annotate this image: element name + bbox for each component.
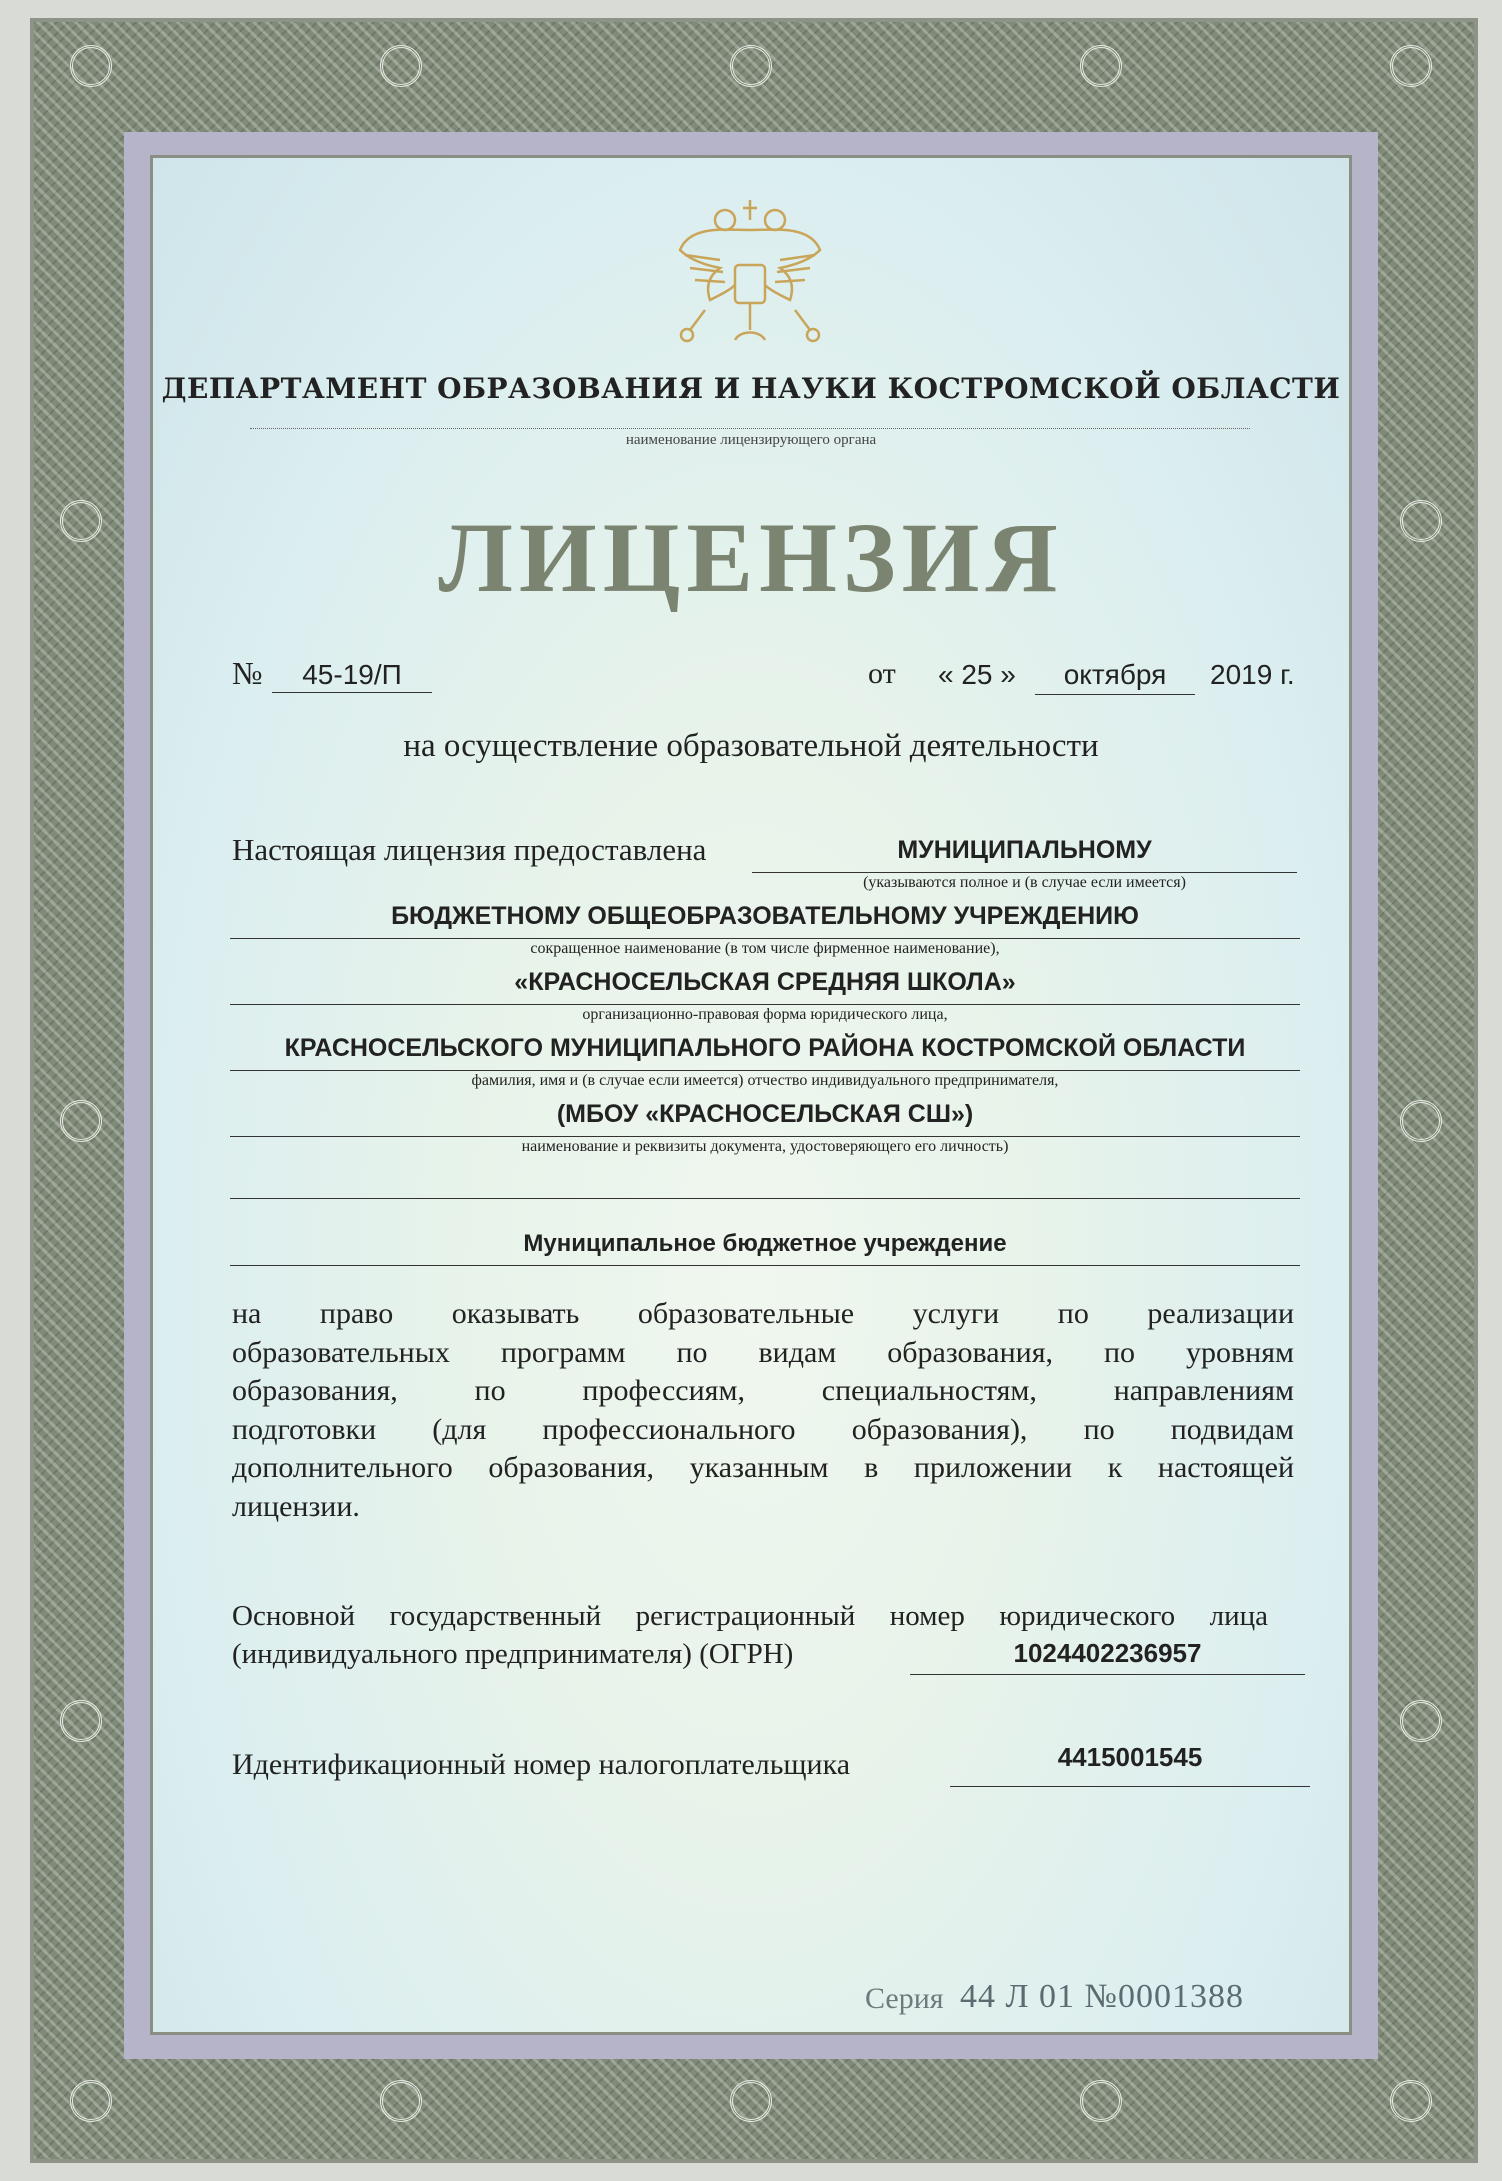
grantee-line-2: БЮДЖЕТНОМУ ОБЩЕОБРАЗОВАТЕЛЬНОМУ УЧРЕЖДЕНИЮ (391, 902, 1139, 930)
number-underline (272, 692, 432, 693)
border-ornament (730, 45, 772, 87)
date-prefix: от (868, 657, 896, 690)
grantee-line-5: (МБОУ «КРАСНОСЕЛЬСКАЯ СШ») (556, 1100, 974, 1128)
rights-line: образовательных программ по видам образования, по уровням (232, 1335, 1294, 1369)
org-form-underline (230, 1265, 1300, 1266)
border-ornament (1080, 45, 1122, 87)
border-ornament (1400, 1100, 1442, 1142)
grantee-line-1: МУНИЦИПАЛЬНОМУ (897, 836, 1152, 864)
date-year: 2019 г. (1210, 659, 1295, 690)
grantee-underline-1 (752, 872, 1297, 873)
border-ornament (60, 1700, 102, 1742)
border-ornament (380, 45, 422, 87)
rights-line: лицензии. (232, 1489, 360, 1523)
coat-of-arms-icon (665, 190, 835, 360)
grantee-caption-1: (указываются полное и (в случае если имеется) (863, 874, 1186, 891)
border-ornament (1390, 2080, 1432, 2122)
grantee-caption-5: наименование и реквизиты документа, удостоверяющего его личность) (521, 1138, 1009, 1155)
grantee-underline-5 (230, 1136, 1300, 1137)
grantee-caption-3: организационно-правовая форма юридического лица, (582, 1006, 948, 1023)
border-ornament (730, 2080, 772, 2122)
date-day: « 25 » (938, 659, 1016, 690)
license-number: 45-19/П (302, 659, 402, 690)
document-title: ЛИЦЕНЗИЯ (438, 502, 1064, 613)
border-ornament (1400, 1700, 1442, 1742)
border-ornament (70, 2080, 112, 2122)
inn-label: Идентификационный номер налогоплательщика (232, 1748, 851, 1781)
border-ornament (1080, 2080, 1122, 2122)
ogrn-label-line-2: (индивидуального предпринимателя) (ОГРН) (232, 1638, 794, 1670)
ogrn-value: 1024402236957 (1013, 1638, 1202, 1668)
grantee-intro: Настоящая лицензия предоставлена (232, 832, 707, 867)
grantee-underline-2 (230, 938, 1300, 939)
grantee-caption-2: сокращенное наименование (в том числе фирменное наименование), (530, 940, 1000, 957)
month-underline (1035, 694, 1195, 695)
border-ornament (1400, 500, 1442, 542)
grantee-underline-6 (230, 1198, 1300, 1199)
border-ornament (70, 45, 112, 87)
rights-line: подготовки (для профессионального образования), по подвидам (232, 1412, 1294, 1446)
grantee-line-3: «КРАСНОСЕЛЬСКАЯ СРЕДНЯЯ ШКОЛА» (514, 968, 1016, 996)
grantee-underline-4 (230, 1070, 1300, 1071)
border-ornament (380, 2080, 422, 2122)
border-ornament (60, 500, 102, 542)
rights-line: образования, по профессиям, специальностям, направлениям (232, 1374, 1294, 1407)
border-ornament (60, 1100, 102, 1142)
ogrn-underline (910, 1674, 1305, 1675)
ogrn-label-line-1: Основной государственный регистрационный номер юридического лица (232, 1600, 1268, 1632)
series-label: Серия (865, 1982, 944, 2015)
authority-caption: наименование лицензирующего органа (625, 432, 877, 448)
inn-underline (950, 1786, 1310, 1787)
series-number: 44 Л 01 №0001388 (960, 1978, 1244, 2015)
grantee-line-4: КРАСНОСЕЛЬСКОГО МУНИЦИПАЛЬНОГО РАЙОНА КОСТРОМСКОЙ ОБЛАСТИ (284, 1034, 1246, 1062)
inn-value: 4415001545 (1057, 1742, 1203, 1772)
grantee-caption-4: фамилия, имя и (в случае если имеется) отчество индивидуального предпринимателя, (471, 1072, 1059, 1089)
licensing-authority-name: ДЕПАРТАМЕНТ ОБРАЗОВАНИЯ И НАУКИ КОСТРОМСКОЙ ОБЛАСТИ (161, 372, 1341, 405)
authority-underline (250, 428, 1250, 429)
rights-line: на право оказывать образовательные услуги по реализации (232, 1297, 1294, 1330)
license-purpose: на осуществление образовательной деятельности (403, 728, 1099, 764)
number-prefix: № (232, 655, 263, 691)
organization-form: Муниципальное бюджетное учреждение (523, 1230, 1007, 1257)
rights-line: дополнительного образования, указанным в приложении к настоящей (232, 1451, 1294, 1484)
rights-paragraph (232, 1295, 1294, 1526)
date-month: октября (1063, 659, 1167, 690)
grantee-underline-3 (230, 1004, 1300, 1005)
border-ornament (1390, 45, 1432, 87)
